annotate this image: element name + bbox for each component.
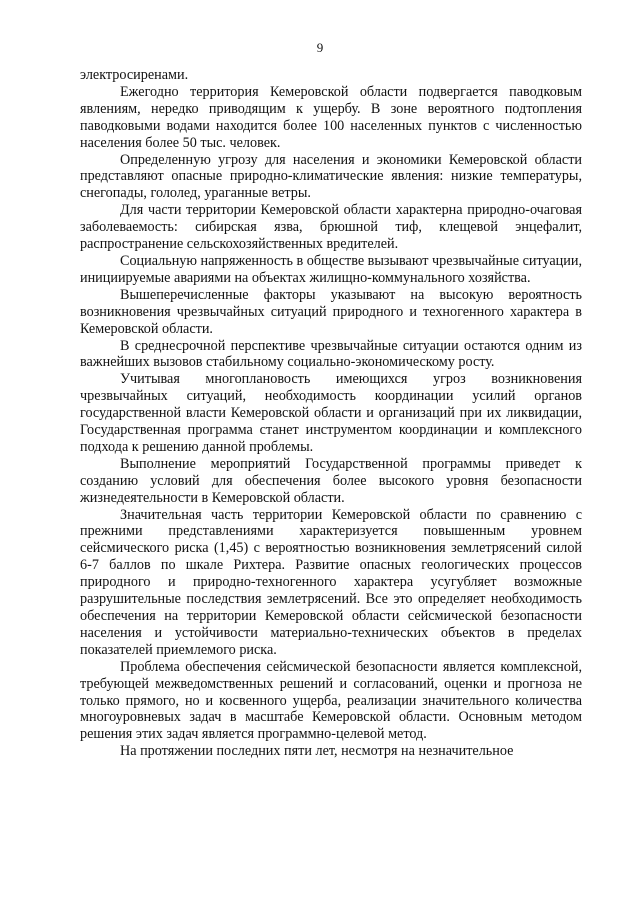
paragraph: Значительная часть территории Кемеровской области по сравнению с прежними представлениями характеризуется повышенным уровнем сейсмического риска (1,45) с вероятностью возникновения землетрясений силой 6-7 баллов по шкале Рихтера. Развитие опасных геологических процессов природного и природно-техногенного характера усугубляет возможные разрушительные последствия землетрясений. Все это определяет необходимость обеспечения на территории Кемеровской области сейсмической безопасности населения и устойчивости материально-технических объектов в пределах показателей приемлемого риска.	[80, 506, 582, 658]
body-text	[80, 67, 582, 760]
paragraph: Выполнение мероприятий Государственной программы приведет к созданию условий для обеспечения более высокого уровня безопасности жизнедеятельности в Кемеровской области.	[80, 455, 582, 506]
paragraph-truncated: На протяжении последних пяти лет, несмотря на незначительное	[120, 743, 514, 760]
paragraph: Проблема обеспечения сейсмической безопасности является комплексной, требующей межведомственных решений и согласований, оценки и прогноза не только прямого, но и косвенного ущерба, реализации значительного количества многоуровневых задач в масштабе Кемеровской области. Основным методом решения этих задач является программно-целевой метод.	[80, 658, 582, 743]
paragraph-continuation: электросиренами.	[80, 67, 189, 83]
paragraph: В среднесрочной перспективе чрезвычайные ситуации остаются одним из важнейших вызовов стабильному социально-экономическому росту.	[80, 337, 582, 371]
paragraph: Учитывая многоплановость имеющихся угроз возникновения чрезвычайных ситуаций, необходимость координации усилий органов государственной власти Кемеровской области и организаций при их ликвидации, Государственная программа станет инструментом координации и комплексного подхода к решению данной проблемы.	[80, 371, 582, 455]
paragraph: Ежегодно территория Кемеровской области подвергается паводковым явлениям, нередко приводящим к ущербу. В зоне вероятного подтопления паводковыми водами находится более 100 населенных пунктов с численностью населения более 50 тыс. человек.	[80, 83, 582, 151]
paragraph: Для части территории Кемеровской области характерна природно-очаговая заболеваемость: сибирская язва, брюшной тиф, клещевой энцефалит, распространение сельскохозяйственных вредителей.	[80, 202, 582, 253]
paragraph: Вышеперечисленные факторы указывают на высокую вероятность возникновения чрезвычайных ситуаций природного и техногенного характера в Кемеровской области.	[80, 286, 582, 337]
paragraph: Определенную угрозу для населения и экономики Кемеровской области представляют опасные природно-климатические явления: низкие температуры, снегопады, гололед, ураганные ветры.	[80, 151, 582, 202]
paragraph: Социальную напряженность в обществе вызывают чрезвычайные ситуации, инициируемые авариями на объектах жилищно-коммунального хозяйства.	[80, 252, 582, 286]
page-number: 9	[316, 40, 324, 55]
